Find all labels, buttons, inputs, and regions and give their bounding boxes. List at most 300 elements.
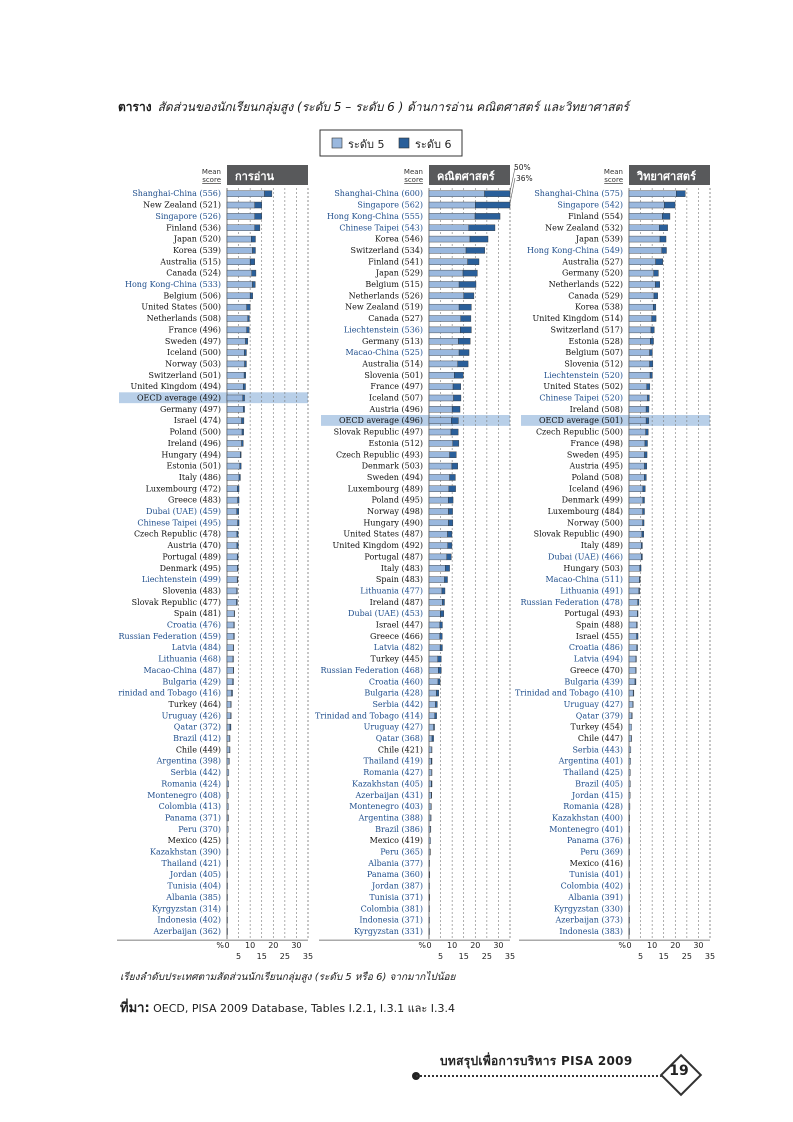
bar-level5: [629, 724, 632, 730]
country-label: Estonia (528): [568, 336, 623, 346]
bar-level6: [440, 633, 442, 639]
country-label: Tunisia (371): [369, 892, 423, 902]
country-label: Finland (541): [368, 257, 423, 267]
country-label: Japan (529): [375, 268, 423, 278]
bar-level6: [452, 463, 458, 469]
bar-level5: [429, 838, 431, 844]
bar-level5: [629, 917, 630, 923]
bar-level5: [629, 599, 638, 605]
bar-level5: [429, 599, 442, 605]
country-label: Azerbaijan (431): [355, 790, 423, 800]
bar-level5: [227, 281, 252, 287]
bar-level5: [629, 713, 632, 719]
bar-level6: [655, 281, 659, 287]
bar-level6: [637, 645, 638, 651]
country-label: Italy (489): [580, 541, 623, 551]
country-label: Shanghai-China (556): [132, 189, 221, 199]
bar-level6: [450, 452, 457, 458]
bar-level5: [227, 588, 237, 594]
bar-level5: [227, 690, 232, 696]
tick-label: 30: [291, 941, 302, 951]
country-label: Albania (377): [368, 858, 423, 868]
bar-level6: [640, 565, 641, 571]
bar-level5: [227, 497, 238, 503]
bar-level5: [227, 565, 237, 571]
country-label: Finland (554): [568, 211, 623, 221]
country-label: Denmark (499): [561, 495, 623, 505]
bar-level6: [432, 735, 434, 741]
country-label: rinidad and Tobago (416): [118, 688, 221, 698]
bar-level5: [429, 338, 458, 344]
bar-level6: [459, 350, 469, 356]
country-label: Liechtenstein (520): [543, 370, 623, 380]
country-label: Montenegro (408): [147, 790, 221, 800]
bar-level5: [629, 611, 637, 617]
bar-level5: [629, 463, 645, 469]
country-label: France (496): [168, 325, 221, 335]
bar-level5: [629, 259, 656, 265]
country-label: Slovenia (512): [564, 359, 623, 369]
tick-label: 15: [458, 952, 469, 962]
legend-swatch-level6: [399, 138, 409, 148]
bar-level6: [470, 236, 488, 242]
bar-level6: [242, 429, 244, 435]
bar-level5: [227, 747, 230, 753]
country-label: OECD average (492): [136, 393, 221, 403]
tick-label: 35: [704, 952, 716, 962]
country-label: Argentina (401): [558, 756, 623, 766]
country-label: Luxembourg (489): [347, 484, 423, 494]
tick-label: 35: [504, 952, 516, 962]
bar-level5: [629, 838, 630, 844]
bar-level5: [227, 713, 231, 719]
bar-level5: [429, 440, 453, 446]
bar-level5: [429, 883, 430, 889]
country-label: Indonesia (383): [559, 926, 623, 936]
bar-level5: [629, 747, 631, 753]
bar-level6: [656, 259, 663, 265]
country-label: Israel (474): [173, 416, 221, 426]
country-label: Iceland (496): [568, 484, 623, 494]
country-label: United Kingdom (492): [332, 541, 423, 551]
bar-level6: [230, 724, 231, 730]
bar-level5: [227, 259, 250, 265]
country-label: Qatar (368): [375, 734, 423, 743]
bar-level6: [248, 316, 250, 322]
bar-level5: [227, 247, 252, 253]
bar-level5: [629, 384, 647, 390]
footer-title: บทสรุปเพื่อการบริหาร PISA 2009: [440, 1054, 633, 1068]
country-label: Indonesia (402): [157, 915, 221, 925]
bar-level5: [429, 690, 436, 696]
tick-label: 25: [481, 952, 492, 962]
bar-level5: [429, 281, 459, 287]
country-label: Dubai (UAE) (466): [548, 552, 623, 562]
country-label: France (498): [570, 438, 623, 448]
bar-level6: [454, 395, 461, 401]
country-label: Croatia (486): [568, 643, 623, 653]
country-label: Czech Republic (500): [535, 427, 623, 437]
country-label: Brazil (412): [173, 734, 221, 743]
country-label: Albania (391): [568, 892, 623, 902]
country-label: Spain (481): [173, 609, 221, 619]
country-label: Mexico (425): [167, 836, 221, 846]
country-label: Germany (513): [361, 336, 423, 346]
bar-level6: [239, 474, 240, 480]
bar-level6: [447, 554, 451, 560]
country-label: Qatar (372): [173, 722, 221, 732]
country-label: Qatar (379): [575, 711, 623, 721]
country-label: Kyrgyzstan (331): [354, 926, 423, 936]
bar-level5: [227, 474, 239, 480]
bar-level5: [429, 270, 463, 276]
bar-level5: [629, 247, 662, 253]
country-label: New Zealand (521): [143, 200, 221, 210]
bar-level6: [240, 463, 241, 469]
country-label: Greece (466): [370, 631, 423, 641]
country-label: Chinese Taipei (495): [137, 518, 221, 528]
country-label: Tunisia (401): [569, 870, 623, 880]
bar-level6: [240, 452, 241, 458]
bar-level6: [237, 508, 239, 514]
bar-level5: [227, 372, 244, 378]
bar-level6: [643, 508, 645, 514]
bar-level6: [652, 316, 656, 322]
country-label: Bulgaria (429): [162, 677, 221, 687]
country-label: Czech Republic (493): [335, 450, 423, 460]
bar-level5: [227, 554, 237, 560]
country-label: Chinese Taipei (543): [339, 223, 423, 233]
bar-level5: [629, 735, 631, 741]
bar-level6: [662, 247, 667, 253]
bar-level5: [629, 236, 660, 242]
bar-level5: [429, 531, 448, 537]
bar-level5: [429, 906, 430, 912]
bar-level6: [237, 577, 238, 583]
bar-level6: [643, 497, 645, 503]
tick-label: 0: [426, 941, 432, 951]
bar-level6: [650, 361, 653, 367]
country-label: Uruguay (426): [161, 711, 221, 721]
bar-level6: [250, 293, 253, 299]
country-label: Peru (365): [380, 847, 423, 857]
country-label: Netherlands (508): [146, 314, 221, 324]
bar-level6: [453, 440, 459, 446]
mean-score-label: Mean: [403, 168, 423, 176]
bar-level5: [429, 804, 431, 810]
bar-level5: [629, 781, 630, 787]
bar-level5: [227, 350, 244, 356]
country-label: Serbia (442): [170, 768, 221, 778]
bar-level6: [237, 531, 238, 537]
country-label: United States (500): [141, 302, 221, 312]
country-label: Tunisia (404): [167, 881, 221, 891]
tick-label: 30: [493, 941, 504, 951]
country-label: Colombia (413): [158, 802, 221, 812]
bar-level5: [629, 883, 630, 889]
bar-level5: [629, 554, 641, 560]
bar-level5: [629, 804, 630, 810]
country-label: Canada (529): [568, 291, 623, 301]
bar-level6: [653, 304, 656, 310]
mean-score-label: Mean: [603, 168, 623, 176]
bar-level6: [438, 656, 441, 662]
bar-level5: [629, 679, 635, 685]
bar-level6: [438, 679, 440, 685]
panel-title: วิทยาศาสตร์: [637, 170, 696, 183]
country-label: Switzerland (534): [350, 245, 423, 255]
bar-level5: [227, 599, 236, 605]
bar-level5: [429, 316, 461, 322]
country-label: Austria (496): [369, 404, 423, 414]
bar-level5: [629, 906, 630, 912]
bar-level5: [227, 486, 237, 492]
tick-label: 30: [693, 941, 704, 951]
country-label: Russian Federation (459): [118, 631, 221, 641]
country-label: Greece (483): [168, 495, 221, 505]
bar-level5: [629, 690, 633, 696]
bar-level6: [232, 690, 233, 696]
bar-level5: [429, 792, 431, 798]
country-label: Spain (488): [575, 620, 623, 630]
country-label: Belgium (506): [163, 291, 221, 301]
country-label: OECD average (501): [538, 416, 623, 426]
country-label: Sweden (497): [164, 336, 221, 346]
bar-level6: [448, 520, 452, 526]
country-label: Luxembourg (484): [547, 507, 623, 516]
bar-level6: [453, 384, 461, 390]
bar-level6: [460, 327, 471, 333]
country-label: Canada (524): [166, 268, 221, 278]
country-label: Azerbaijan (373): [555, 915, 623, 925]
footnote: เรียงลำดับประเทศตามสัดส่วนนักเรียนกลุ่มสูง (ระดับ 5 หรือ 6) จากมากไปน้อย: [120, 972, 456, 983]
bar-level5: [429, 747, 432, 753]
bar-level6: [242, 418, 244, 424]
bar-level6: [643, 486, 645, 492]
bar-level5: [629, 350, 650, 356]
bar-level5: [429, 781, 431, 787]
country-label: Montenegro (403): [349, 802, 423, 812]
bar-level5: [629, 406, 646, 412]
bar-level5: [227, 645, 233, 651]
bar-level5: [429, 815, 431, 821]
bar-level6: [633, 690, 634, 696]
country-label: Mexico (416): [569, 858, 623, 868]
bar-level5: [429, 543, 448, 549]
bar-level6: [475, 202, 510, 208]
bar-level6: [255, 225, 260, 231]
legend-label-level6: ระดับ 6: [415, 138, 452, 151]
country-label: Netherlands (526): [348, 291, 423, 301]
bar-level6: [451, 429, 458, 435]
bar-level5: [429, 577, 445, 583]
bar-level5: [429, 384, 453, 390]
country-label: Trinidad and Tobago (414): [315, 711, 423, 721]
country-label: Argentina (398): [156, 756, 221, 766]
bar-level6: [244, 372, 246, 378]
bar-level5: [429, 247, 466, 253]
bar-level5: [629, 191, 676, 197]
bar-level5: [629, 395, 648, 401]
country-label: Singapore (542): [557, 200, 623, 210]
country-label: Shanghai-China (600): [334, 189, 423, 199]
bar-level6: [237, 486, 239, 492]
country-label: Latvia (494): [573, 654, 623, 664]
bar-level6: [448, 497, 453, 503]
bar-level5: [429, 826, 431, 832]
bar-level6: [463, 270, 477, 276]
bar-level6: [638, 599, 639, 605]
country-label: Peru (370): [178, 824, 221, 834]
bar-level6: [645, 463, 647, 469]
country-label: Czech Republic (478): [133, 529, 221, 539]
bar-level5: [629, 656, 636, 662]
bar-level5: [429, 679, 438, 685]
bar-level5: [429, 735, 432, 741]
bar-level6: [238, 520, 239, 526]
bar-level6: [234, 633, 235, 639]
country-label: Liechtenstein (499): [141, 575, 221, 585]
bar-level6: [459, 304, 471, 310]
bar-level6: [442, 599, 444, 605]
bar-level5: [227, 679, 233, 685]
tick-label: 25: [681, 952, 692, 962]
bar-level5: [629, 826, 630, 832]
country-label: Liechtenstein (536): [343, 325, 423, 335]
bar-level5: [227, 872, 228, 878]
country-label: Peru (369): [580, 847, 623, 857]
bar-level5: [227, 418, 242, 424]
bar-level5: [227, 770, 229, 776]
bar-level6: [244, 350, 246, 356]
bar-level5: [227, 338, 246, 344]
country-label: Brazil (405): [575, 779, 623, 789]
axis-label: %: [618, 941, 626, 951]
bar-level5: [227, 894, 228, 900]
country-label: Germany (497): [159, 404, 221, 414]
country-label: Azerbaijan (362): [153, 926, 221, 936]
country-label: Thailand (425): [563, 768, 623, 778]
bar-level6: [247, 304, 250, 310]
country-label: Slovak Republic (477): [131, 597, 221, 607]
country-label: Jordan (387): [372, 881, 423, 891]
bar-level5: [227, 463, 240, 469]
country-label: Uruguay (427): [563, 699, 623, 709]
bar-level5: [227, 917, 228, 923]
page-number: 19: [669, 1063, 689, 1079]
country-label: Italy (483): [380, 563, 423, 573]
country-label: Hungary (503): [563, 563, 623, 573]
country-label: Russian Federation (478): [520, 597, 623, 607]
bar-level6: [237, 554, 238, 560]
country-label: Australia (515): [160, 257, 221, 267]
bar-level5: [429, 928, 430, 934]
country-label: Japan (520): [173, 234, 221, 244]
country-label: Lithuania (491): [560, 586, 623, 596]
country-label: Denmark (495): [159, 563, 221, 573]
bar-level5: [629, 497, 643, 503]
bar-level6: [440, 622, 443, 628]
bar-level5: [629, 633, 637, 639]
country-label: Mexico (419): [369, 836, 423, 846]
bar-level5: [629, 372, 650, 378]
bar-level5: [429, 588, 442, 594]
bar-level5: [429, 701, 435, 707]
country-label: Korea (538): [575, 302, 623, 312]
bar-level5: [429, 656, 438, 662]
country-label: Thailand (419): [363, 756, 423, 766]
country-label: Kazakhstan (405): [351, 779, 423, 789]
country-label: Bulgaria (439): [564, 677, 623, 687]
bar-level5: [429, 474, 450, 480]
bar-level5: [629, 792, 630, 798]
bar-level6: [650, 350, 653, 356]
bar-level5: [227, 543, 237, 549]
legend-label-level5: ระดับ 5: [348, 138, 385, 151]
bar-level5: [227, 236, 251, 242]
overflow-pointer: [510, 178, 515, 203]
bar-level5: [429, 860, 430, 866]
bar-level6: [644, 474, 646, 480]
bar-level5: [629, 758, 631, 764]
bar-level6: [647, 384, 650, 390]
country-label: Chile (449): [175, 745, 221, 755]
country-label: New Zealand (532): [545, 223, 623, 233]
bar-level5: [429, 917, 430, 923]
bar-level5: [227, 429, 242, 435]
country-label: Netherlands (522): [548, 280, 623, 289]
bar-level5: [227, 440, 242, 446]
bar-level6: [660, 236, 666, 242]
bar-level5: [429, 418, 451, 424]
country-label: Croatia (476): [166, 620, 221, 630]
country-label: Jordan (415): [572, 790, 623, 800]
country-label: Italy (486): [178, 472, 221, 482]
bar-level5: [227, 758, 229, 764]
bar-level6: [440, 611, 443, 617]
bar-level5: [429, 667, 438, 673]
country-label: Hong Kong-China (533): [125, 280, 221, 289]
bar-level5: [629, 281, 655, 287]
bar-level6: [648, 395, 650, 401]
country-label: Kyrgyzstan (314): [152, 904, 221, 914]
bar-level5: [227, 395, 243, 401]
country-label: Finland (536): [166, 223, 221, 233]
country-label: Indonesia (371): [359, 915, 423, 925]
country-label: Norway (503): [165, 359, 221, 369]
country-label: Greece (470): [570, 665, 623, 675]
bar-level5: [429, 202, 475, 208]
bar-level6: [243, 395, 245, 401]
bar-level5: [227, 622, 234, 628]
country-label: Turkey (464): [168, 699, 221, 709]
bar-level5: [429, 565, 445, 571]
country-label: Switzerland (501): [148, 370, 221, 380]
tick-label: 0: [626, 941, 632, 951]
country-label: Latvia (484): [171, 643, 221, 653]
bar-level5: [629, 872, 630, 878]
country-label: Poland (495): [371, 495, 423, 505]
country-label: Dubai (UAE) (453): [348, 609, 423, 619]
country-label: Macao-China (487): [143, 665, 221, 675]
bar-level5: [629, 452, 645, 458]
bar-level6: [233, 679, 234, 685]
bar-level6: [431, 758, 432, 764]
country-label: Sweden (495): [566, 450, 623, 460]
bar-level6: [449, 486, 456, 492]
tick-label: 20: [670, 941, 681, 951]
bar-level5: [429, 724, 434, 730]
